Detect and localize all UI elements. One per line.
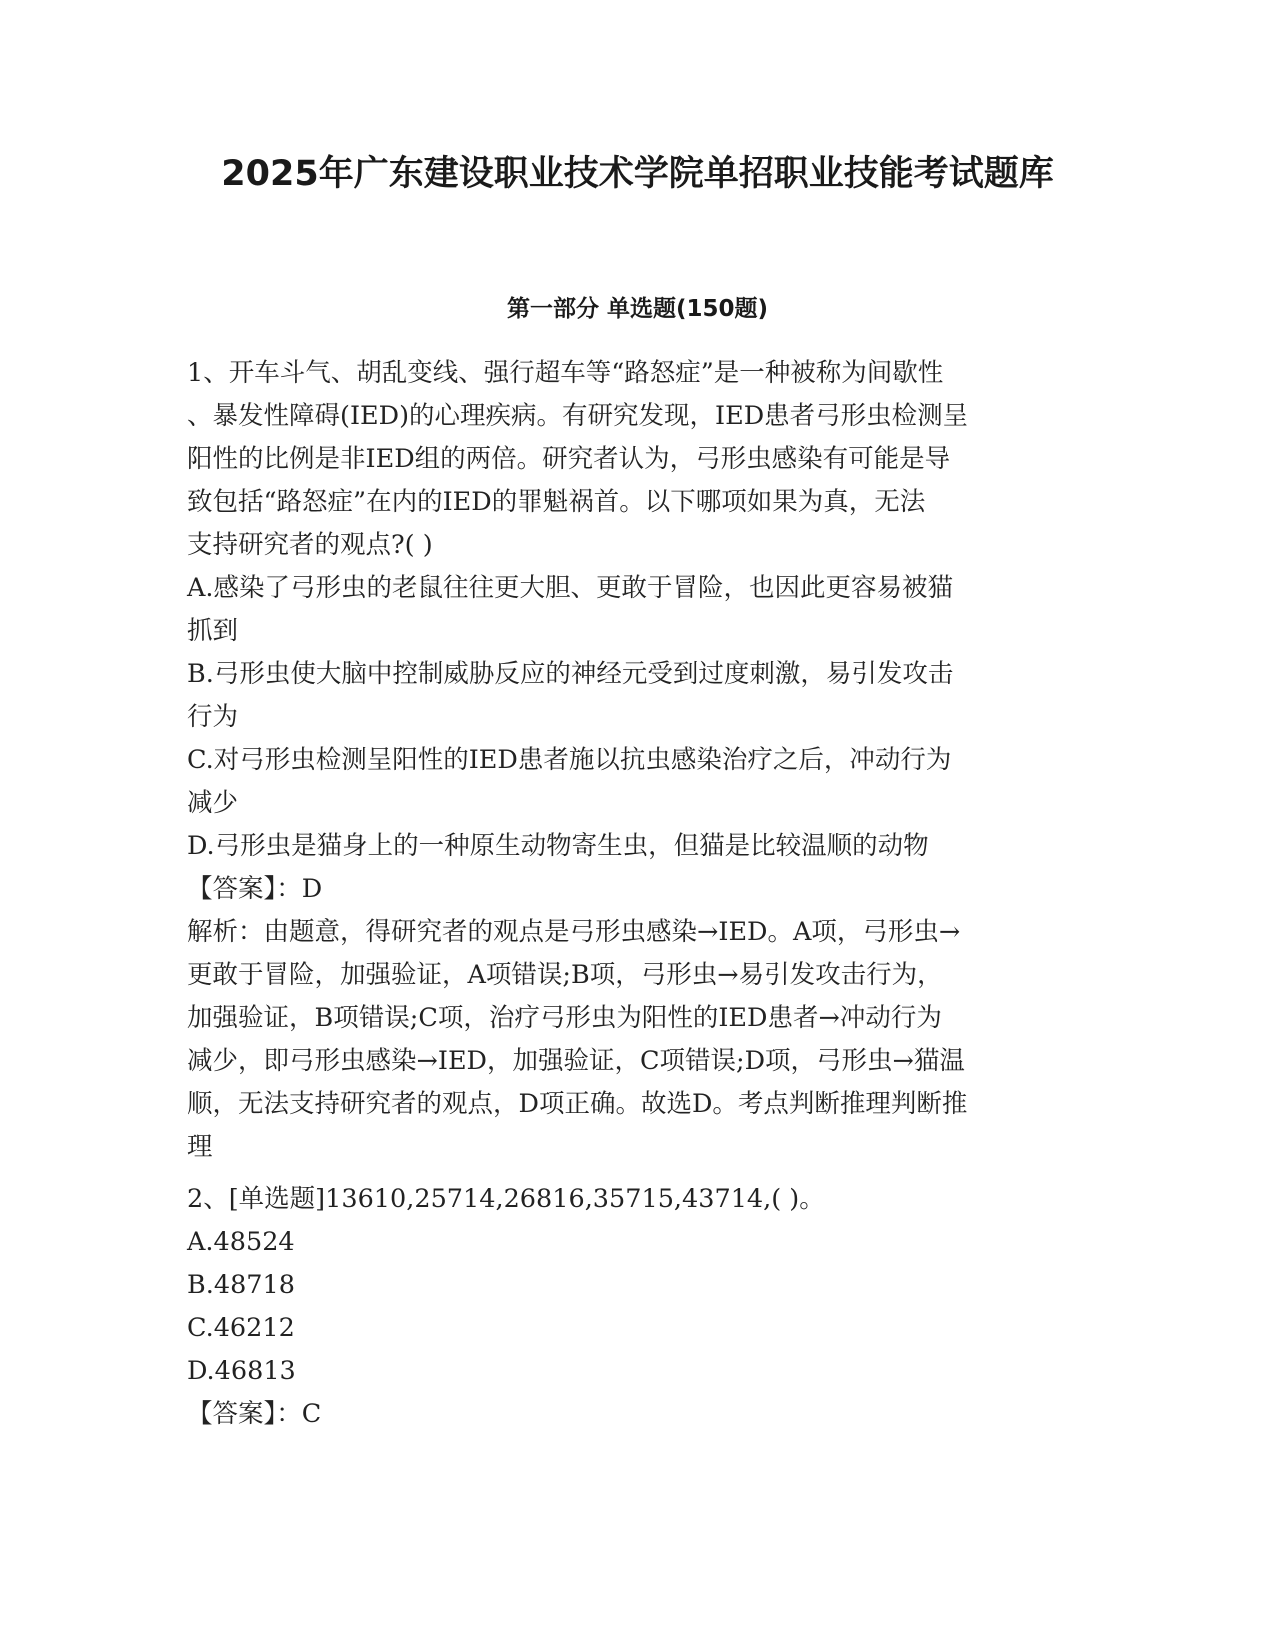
- question-stem-line: 支持研究者的观点?( ): [187, 530, 433, 560]
- option-a: A.48524: [187, 1227, 295, 1257]
- question-stem-line: 1、开车斗气、胡乱变线、强行超车等“路怒症”是一种被称为间歇性: [187, 358, 944, 388]
- question-stem-line: 、暴发性障碍(IED)的心理疾病。有研究发现，IED患者弓形虫检测呈: [187, 401, 969, 431]
- option-b-cont: 行为: [187, 702, 239, 732]
- analysis-line: 顺，无法支持研究者的观点，D项正确。故选D。考点判断推理判断推: [187, 1089, 968, 1119]
- analysis-line: 减少，即弓形虫感染→IED，加强验证，C项错误;D项，弓形虫→猫温: [187, 1046, 965, 1076]
- section-heading: 第一部分 单选题(150题): [506, 296, 769, 322]
- question-stem-line: 致包括“路怒症”在内的IED的罪魁祸首。以下哪项如果为真，无法: [187, 487, 926, 517]
- option-c: C.46212: [187, 1313, 295, 1343]
- question-stem-line: 2、[单选题]13610,25714,26816,35715,43714,( )。: [187, 1184, 825, 1214]
- answer-line: 【答案】：D: [187, 874, 323, 904]
- question-2: [187, 1178, 1075, 1436]
- option-c: C.对弓形虫检测呈阳性的IED患者施以抗虫感染治疗之后，冲动行为: [187, 745, 952, 775]
- option-c-cont: 减少: [187, 788, 239, 818]
- option-b: B.48718: [187, 1270, 295, 1300]
- answer-line: 【答案】：C: [187, 1399, 322, 1429]
- option-d: D.弓形虫是猫身上的一种原生动物寄生虫，但猫是比较温顺的动物: [187, 831, 929, 861]
- option-a-cont: 抓到: [187, 616, 239, 646]
- option-b: B.弓形虫使大脑中控制威胁反应的神经元受到过度刺激，易引发攻击: [187, 659, 954, 689]
- document-title: 2025年广东建设职业技术学院单招职业技能考试题库: [221, 154, 1054, 194]
- analysis-line: 理: [187, 1132, 213, 1162]
- analysis-line: 解析：由题意，得研究者的观点是弓形虫感染→IED。A项，弓形虫→: [187, 917, 961, 947]
- analysis-line: 加强验证，B项错误;C项，治疗弓形虫为阳性的IED患者→冲动行为: [187, 1003, 942, 1033]
- analysis-line: 更敢于冒险，加强验证，A项错误;B项，弓形虫→易引发攻击行为，: [187, 960, 943, 990]
- option-a: A.感染了弓形虫的老鼠往往更大胆、更敢于冒险，也因此更容易被猫: [187, 573, 954, 603]
- option-d: D.46813: [187, 1356, 296, 1386]
- question-1: [187, 352, 1075, 1169]
- question-stem-line: 阳性的比例是非IED组的两倍。研究者认为，弓形虫感染有可能是导: [187, 444, 951, 474]
